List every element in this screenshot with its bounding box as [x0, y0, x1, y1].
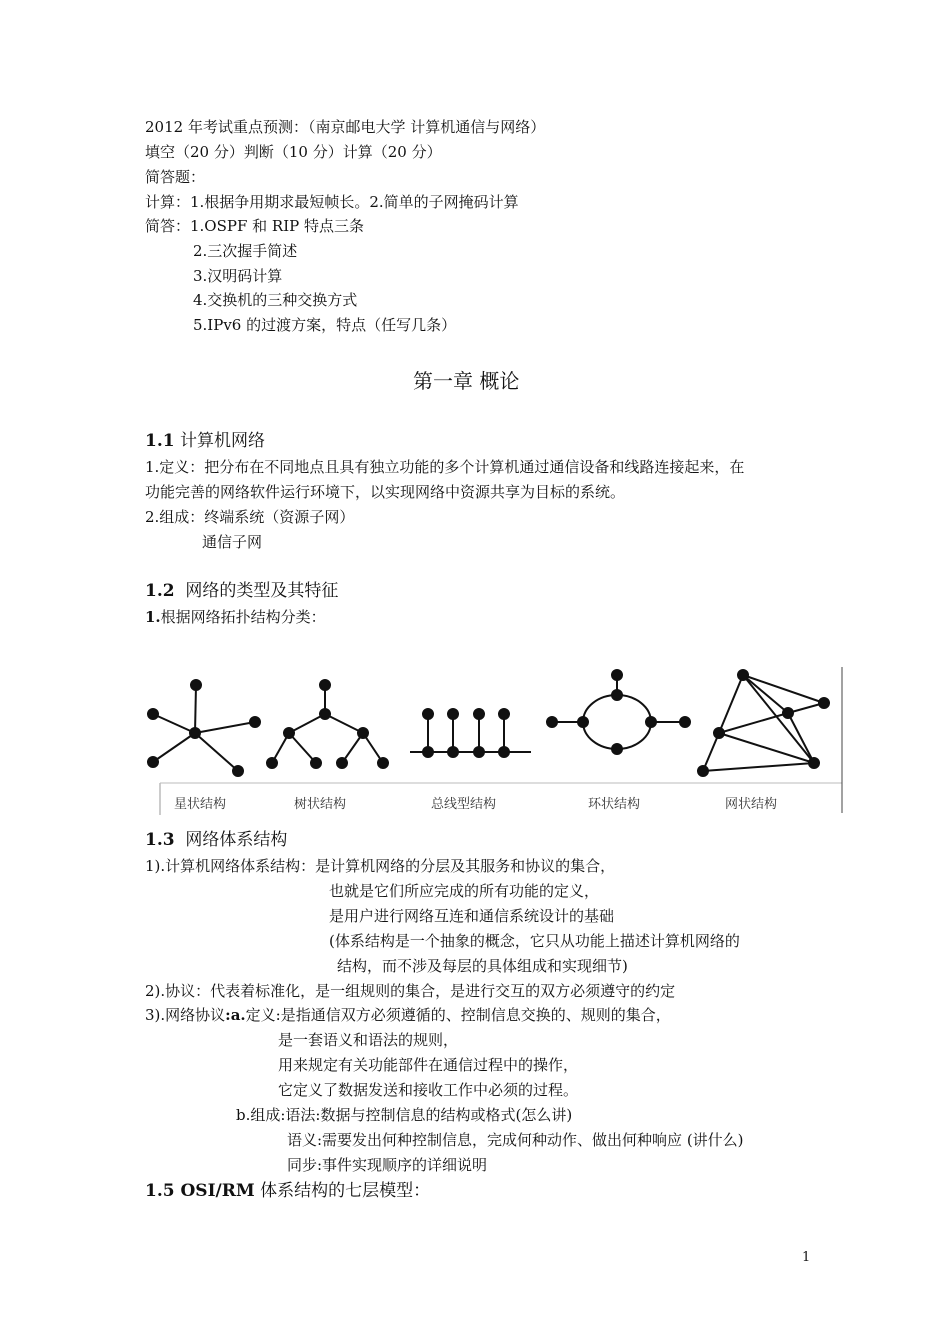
section-title: 体系结构的七层模型：: [260, 1181, 431, 1201]
protocol-def-line-3: 用来规定有关功能部件在通信过程中的操作，: [278, 1056, 579, 1074]
protocol-def-line-4: 它定义了数据发送和接收工作中必须的过程。: [278, 1081, 579, 1099]
architecture-line-3: 是用户进行网络互连和通信系统设计的基础: [329, 907, 615, 925]
section-number: 1.2: [145, 581, 175, 601]
caption-tree: 树状结构: [294, 797, 347, 812]
intro-line-9: 5.IPv6 的过渡方案，特点（任写几条）: [193, 316, 457, 334]
topology-classification: [145, 607, 326, 627]
intro-line-3: 简答题：: [145, 168, 206, 186]
chapter-title: 第一章 概论: [413, 369, 520, 393]
intro-line-6: 2.三次握手简述: [193, 242, 298, 260]
section-number: 1.5 OSI/RM: [145, 1181, 255, 1201]
architecture-line-4: (体系结构是一个抽象的概念，它只从功能上描述计算机网络的: [329, 932, 740, 950]
star-topology: [148, 680, 260, 776]
architecture-line-1: 1).计算机网络体系结构：是计算机网络的分层及其服务和协议的集合，: [145, 857, 616, 875]
bus-topology: [410, 709, 531, 757]
network-protocol-definition: 定义:是指通信双方必须遵循的、控制信息交换的、规则的集合，: [245, 1006, 671, 1024]
composition-line-1: 2.组成：终端系统（资源子网）: [145, 508, 355, 526]
section-1-2-heading: [145, 580, 338, 602]
protocol-def-line-2: 是一套语义和语法的规则，: [278, 1031, 459, 1049]
definition-line-1: 1.定义：把分布在不同地点且具有独立功能的多个计算机通过通信设备和线路连接起来，在: [145, 458, 745, 476]
definition-line-2: 功能完善的网络软件运行环境下，以实现网络中资源共享为目标的系统。: [145, 483, 626, 501]
section-title: 计算机网络: [179, 431, 265, 451]
subsection-text: 根据网络拓扑结构分类：: [160, 608, 326, 626]
subsection-number: 1.: [145, 608, 161, 626]
topology-figure: [145, 665, 845, 815]
caption-ring: 环状结构: [588, 797, 641, 812]
intro-line-1: 2012 年考试重点预测：（南京邮电大学 计算机通信与网络）: [145, 118, 546, 136]
section-title: 网络体系结构: [185, 830, 288, 850]
caption-mesh: 网状结构: [725, 797, 778, 812]
ring-topology: [547, 670, 690, 754]
intro-line-5: 简答：1.OSPF 和 RIP 特点三条: [145, 217, 365, 235]
protocol-line: 2).协议：代表着标准化，是一组规则的集合，是进行交互的双方必须遵守的约定: [145, 982, 676, 1000]
section-title: 网络的类型及其特征: [185, 581, 339, 601]
architecture-line-2: 也就是它们所应完成的所有功能的定义，: [329, 882, 600, 900]
protocol-composition-semantics: 语义:需要发出何种控制信息，完成何种动作、做出何种响应 (讲什么): [287, 1131, 744, 1149]
caption-bus: 总线型结构: [431, 797, 497, 812]
section-1-1-heading: [145, 430, 265, 452]
section-1-5-heading: [145, 1180, 430, 1202]
network-protocol-label: 3).网络协议: [145, 1006, 226, 1024]
tree-topology: [267, 680, 388, 768]
intro-line-8: 4.交换机的三种交换方式: [193, 291, 358, 309]
section-1-3-heading: [145, 829, 287, 851]
composition-line-2: 通信子网: [202, 533, 263, 551]
page-number: 1: [802, 1250, 811, 1265]
caption-star: 星状结构: [174, 797, 227, 812]
network-protocol-line: [145, 1005, 671, 1025]
protocol-composition-sync: 同步:事件实现顺序的详细说明: [287, 1156, 488, 1174]
mesh-topology: [698, 670, 829, 776]
intro-line-2: 填空（20 分）判断（10 分）计算（20 分）: [145, 143, 442, 161]
section-number: 1.1: [145, 431, 175, 451]
section-number: 1.3: [145, 830, 175, 850]
architecture-line-5: 结构，而不涉及每层的具体组成和实现细节): [337, 957, 628, 975]
protocol-composition-syntax: b.组成:语法:数据与控制信息的结构或格式(怎么讲): [236, 1106, 573, 1124]
network-protocol-marker: :a.: [225, 1006, 246, 1024]
intro-line-7: 3.汉明码计算: [193, 267, 283, 285]
intro-line-4: 计算：1.根据争用期求最短帧长。2.简单的子网掩码计算: [145, 193, 519, 211]
